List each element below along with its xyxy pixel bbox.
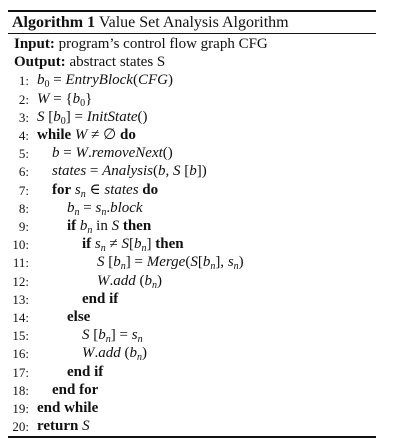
line-number: 9: (18, 219, 29, 234)
line-code: W.add $(b_n)$ (97, 272, 162, 291)
line-number: 16: (12, 346, 29, 362)
line-code: for $s_n$ ∈ states do (52, 181, 159, 200)
line-code: end if (82, 290, 119, 307)
line-code: b = W.removeNext() (52, 145, 173, 162)
line-code: states = Analysis(b, S [b]) (52, 163, 207, 180)
line-number: 3: (18, 109, 29, 125)
line-code: $W = \{b_0\}$ (37, 90, 93, 109)
line-code: while W ≠ ∅ do (37, 127, 136, 143)
bottom-rule (8, 436, 376, 438)
line-number: 19: (12, 401, 29, 416)
output-text: abstract states S (69, 54, 166, 71)
line-code: W.add $(b_n)$ (82, 345, 147, 364)
line-number: 17: (12, 364, 29, 380)
input-label: Input: (14, 36, 55, 52)
line-code: return S (37, 418, 90, 435)
line-number: 5: (18, 146, 29, 162)
line-number: 6: (18, 164, 29, 180)
line-code: $b_0$ = EntryBlock(CFG) (37, 72, 173, 91)
line-number: 10: (12, 237, 29, 253)
line-code: end for (52, 381, 99, 398)
line-code: end while (37, 400, 99, 416)
line-code: end if (67, 363, 104, 380)
line-number: 12: (12, 273, 29, 289)
algorithm-title: Value Set Analysis Algorithm (98, 14, 289, 31)
caption-rule (8, 33, 376, 34)
line-code: S $[b_n] = s_n$ (82, 327, 143, 346)
output-label: Output: (14, 54, 66, 71)
line-number: 2: (18, 91, 29, 107)
line-number: 7: (18, 182, 29, 198)
line-number: 11: (12, 255, 29, 271)
line-number: 8: (18, 200, 29, 216)
line-number: 1: (18, 73, 29, 89)
line-code: $b_n$ = $s_n.block$ (67, 199, 143, 218)
line-code: else (67, 309, 91, 325)
line-code: if $b_n$ in S then (67, 218, 152, 236)
line-number: 20: (12, 419, 29, 435)
line-code: S $[b_n]$ = $Merge(S[b_n]$, $s_n$) (97, 254, 244, 273)
line-code: S $[b_0]$ = InitState() (37, 108, 148, 127)
line-number: 18: (12, 382, 29, 398)
algorithm-label: Algorithm 1 (12, 14, 96, 31)
algorithm-caption (12, 12, 289, 33)
line-number: 15: (12, 328, 29, 344)
input-text: program’s control flow graph CFG (58, 36, 268, 52)
line-number: 14: (12, 310, 29, 325)
line-number: 4: (18, 128, 29, 143)
line-number: 13: (12, 291, 29, 307)
line-code: if $s_n \ne S[b_n]$ then (82, 236, 184, 255)
